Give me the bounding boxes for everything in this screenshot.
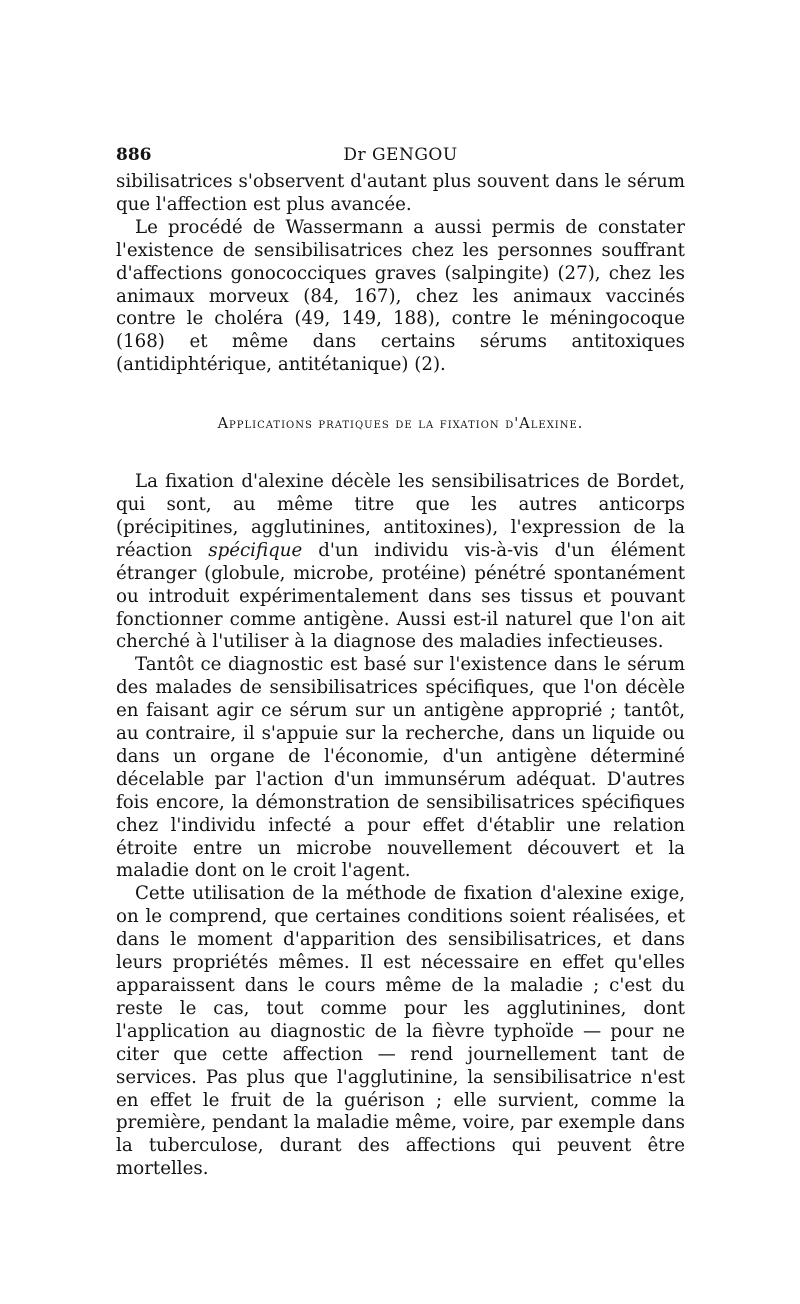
running-head: Dr GENGOU bbox=[343, 145, 458, 165]
continuation-paragraph: sibilisatrices s'observent d'autant plus souvent dans le sérum que l'affection est plus avancée. bbox=[116, 171, 685, 215]
paragraph-wassermann: Le procédé de Wassermann a aussi permis de constater l'existence de sensibilisatrices chez les personnes souffrant d'affections gonococciques graves (salpingite) (27), chez les animaux morveux (84, 167), chez les animaux vaccinés contre le choléra (49, 149, 188), contre le méningocoque (168) et même dans certains sérums antitoxiques (antidiphtérique, antitétanique) (2). bbox=[116, 216, 685, 376]
italic-term: spécifique bbox=[208, 539, 303, 561]
book-page bbox=[116, 145, 685, 1181]
page-body bbox=[116, 171, 685, 1181]
paragraph-utilisation: Cette utilisation de la méthode de fixation d'alexine exige, on le comprend, que certaines conditions soient réalisées, et dans le moment d'apparition des sensibilisatrices, et dans leurs propriétés mêmes. Il est nécessaire en effet qu'elles apparaissent dans le cours même de la maladie ; c'est du reste le cas, tout comme pour les agglutinines, dont l'application au diagnostic de la fièvre typhoïde — pour ne citer que cette affection — rend journellement tant de services. Pas plus que l'agglutinine, la sensibilisatrice n'est en effet le fruit de la guérison ; elle survient, comme la première, pendant la maladie même, voire, par exemple dans la tuberculose, durant des affections qui peuvent être mortelles. bbox=[116, 883, 685, 1180]
section-heading: Applications pratiques de la fixation d'Alexine. bbox=[217, 416, 584, 433]
page-header bbox=[116, 145, 685, 171]
paragraph-diagnostic: Tantôt ce diagnostic est basé sur l'existence dans le sérum des malades de sensibilisatrices spécifiques, que l'on décèle en faisant agir ce sérum sur un antigène approprié ; tantôt, au contraire, il s'appuie sur la recherche, dans un liquide ou dans un organe de l'économie, d'un antigène déterminé décelable par l'action d'un immunsérum adéquat. D'autres fois encore, la démonstration de sensibilisatrices spécifiques chez l'individu infecté a pour effet d'établir une relation étroite entre un microbe nouvellement découvert et la maladie dont on le croit l'agent. bbox=[116, 654, 685, 882]
page-number: 886 bbox=[116, 145, 152, 165]
paragraph-fixation-part-2: d'un individu vis-à-vis d'un élément étranger (globule, microbe, protéine) pénétré spontanément ou introduit expérimentalement dans ses tissus et pouvant fonctionner comme antigène. Aussi est-il naturel que l'on ait cherché à l'utiliser à la diagnose des maladies infectieuses. bbox=[116, 539, 686, 653]
paragraph-fixation bbox=[116, 471, 685, 654]
paragraph-fixation-part-1: La fixation d'alexine décèle les sensibilisatrices de Bordet, qui sont, au même titre que les autres anticorps (précipitines, agglutinines, antitoxines), l'expression de la réaction bbox=[116, 471, 685, 561]
